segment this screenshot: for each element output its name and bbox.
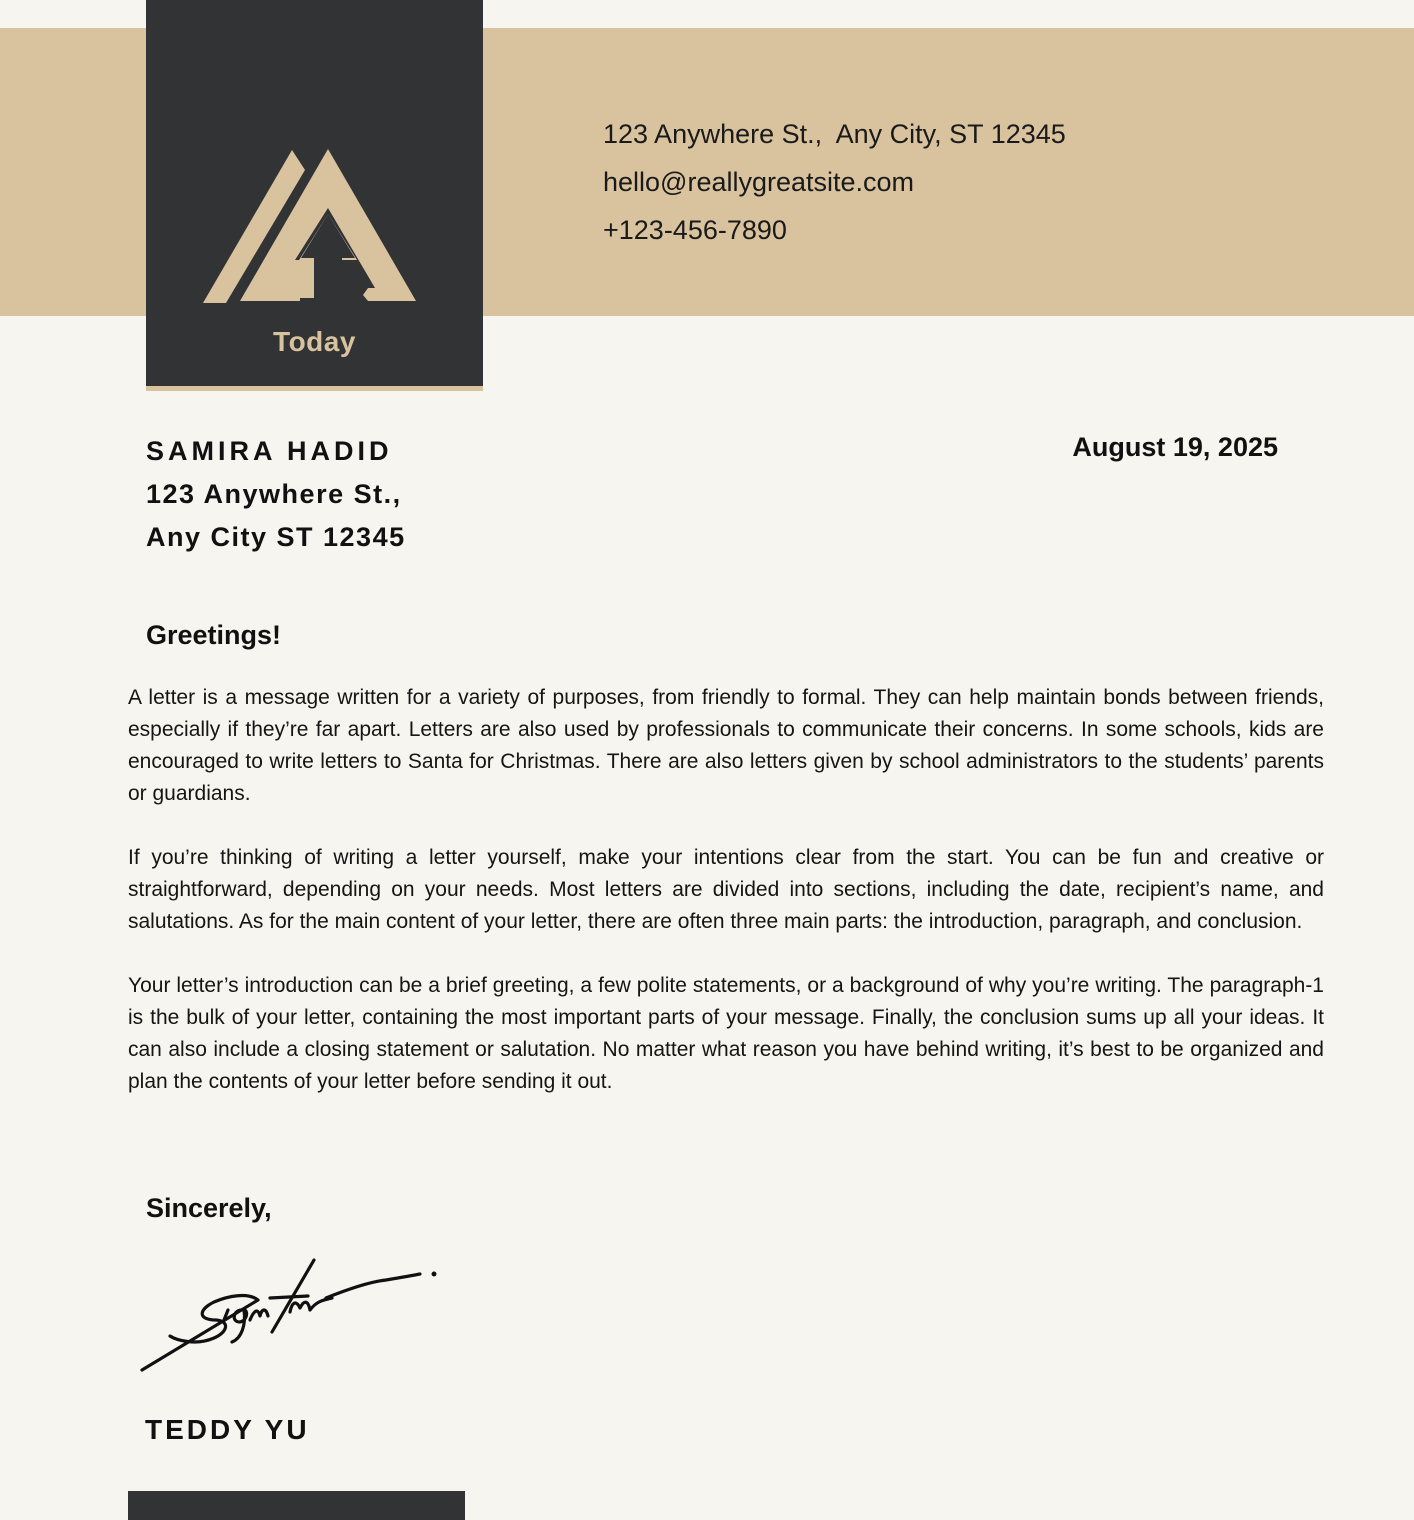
signature-image xyxy=(136,1252,446,1377)
logo-block xyxy=(146,0,483,391)
logo-text: Today xyxy=(273,326,356,357)
closing: Sincerely, xyxy=(146,1193,272,1223)
mountain-arrow-logo-icon xyxy=(203,148,419,304)
letter-body xyxy=(128,682,1324,1130)
signature-text: Signature. xyxy=(136,1252,141,1253)
contact-info xyxy=(603,110,1066,254)
letter-date: August 19, 2025 xyxy=(1072,432,1278,462)
greeting: Greetings! xyxy=(146,620,282,650)
signer-name: TEDDY YU xyxy=(145,1414,310,1445)
body-paragraph: Your letter’s introduction can be a brief greeting, a few polite statements, or a background of why you’re writing. The paragraph-1 is the bulk of your letter, containing the most important parts of your message. Finally, the conclusion sums up all your ideas. It can also include a closing statement or salutation. No matter what reason you have behind writing, it’s best to be organized and plan the contents of your letter before sending it out. xyxy=(128,974,1324,1093)
contact-phone: +123-456-7890 xyxy=(603,215,787,245)
footer-block xyxy=(128,1491,465,1520)
body-paragraph: A letter is a message written for a variety of purposes, from friendly to formal. They can help maintain bonds between friends, especially if they’re far apart. Letters are also used by professionals to communicate their concerns. In some schools, kids are encouraged to write letters to Santa for Christmas. There are also letters given by school administrators to the students’ parents or guardians. xyxy=(128,686,1324,805)
recipient-name: SAMIRA HADID xyxy=(146,436,393,466)
recipient-address-line1: 123 Anywhere St., xyxy=(146,479,402,509)
contact-address: 123 Anywhere St., Any City, ST 12345 xyxy=(603,119,1066,149)
recipient-block xyxy=(146,430,406,559)
recipient-address-line2: Any City ST 12345 xyxy=(146,522,406,552)
body-paragraph: If you’re thinking of writing a letter yourself, make your intentions clear from the start. You can be fun and creative or straightforward, depending on your needs. Most letters are divided into sections, including the date, recipient’s name, and salutations. As for the main content of your letter, there are often three main parts: the introduction, paragraph, and conclusion. xyxy=(128,846,1324,933)
contact-email: hello@reallygreatsite.com xyxy=(603,167,915,197)
